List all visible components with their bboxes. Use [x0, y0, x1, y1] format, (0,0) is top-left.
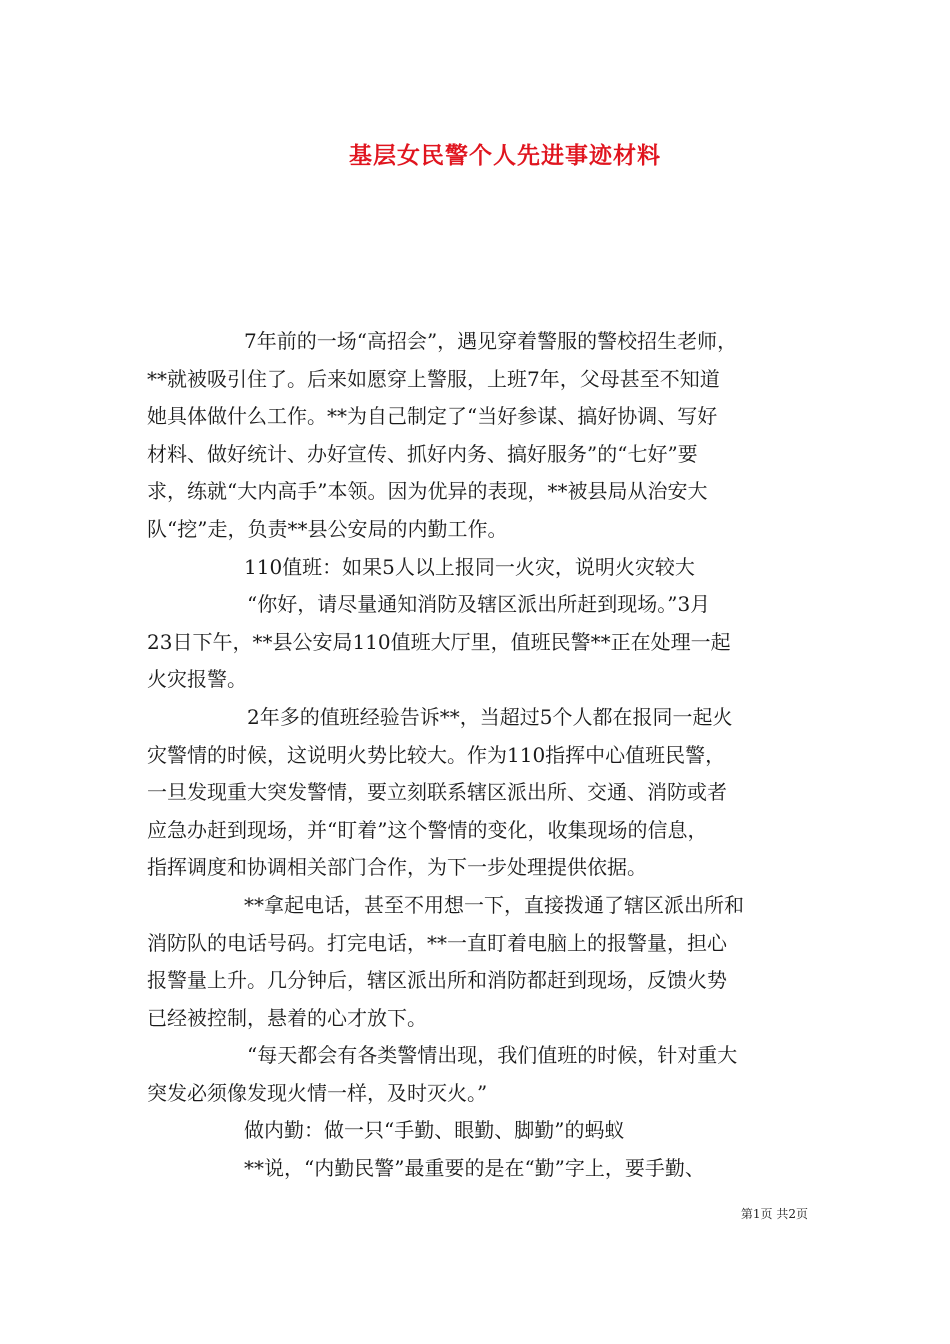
document-title: 基层女民警个人先进事迹材料 — [349, 142, 661, 169]
text-line: 2年多的值班经验告诉**，当超过5个人都在报同一起火 — [247, 704, 733, 729]
text-line: 材料、做好统计、办好宣传、抓好内务、搞好服务”的“七好”要 — [147, 441, 698, 466]
section-heading: 110值班：如果5人以上报同一火灾，说明火灾较大 — [244, 554, 695, 579]
text-line: 她具体做什么工作。**为自己制定了“当好参谋、搞好协调、写好 — [147, 404, 718, 429]
text-line: 火灾报警。 — [147, 667, 247, 692]
text-line: 23日下午，**县公安局110值班大厅里，值班民警**正在处理一起 — [147, 629, 731, 654]
text-line: **说，“内勤民警”最重要的是在“勤”字上，要手勤、 — [244, 1156, 705, 1181]
text-line: 指挥调度和协调相关部门合作，为下一步处理提供依据。 — [147, 855, 647, 880]
text-line: **拿起电话，甚至不用想一下，直接拨通了辖区派出所和 — [244, 892, 744, 917]
text-line: 7年前的一场“高招会”，遇见穿着警服的警校招生老师， — [244, 329, 738, 353]
text-line: 应急办赶到现场，并“盯着”这个警情的变化，收集现场的信息， — [147, 817, 708, 842]
page-number: 第1页 共2页 — [740, 1207, 808, 1221]
text-line: “每天都会有各类警情出现，我们值班的时候，针对重大 — [247, 1043, 738, 1068]
text-line: “你好，请尽量通知消防及辖区派出所赶到现场。”3月 — [247, 592, 711, 617]
section-heading: 做内勤：做一只“手勤、眼勤、脚勤”的蚂蚁 — [244, 1118, 625, 1143]
text-line: 一旦发现重大突发警情，要立刻联系辖区派出所、交通、消防或者 — [147, 780, 727, 805]
text-line: 消防队的电话号码。打完电话，**一直盯着电脑上的报警量，担心 — [147, 930, 727, 955]
text-line: 突发必须像发现火情一样，及时灭火。” — [147, 1080, 488, 1105]
text-line: 报警量上升。几分钟后，辖区派出所和消防都赶到现场，反馈火势 — [147, 968, 727, 993]
text-line: 已经被控制，悬着的心才放下。 — [147, 1005, 427, 1030]
text-line: 队“挖”走，负责**县公安局的内勤工作。 — [147, 516, 508, 541]
text-line: **就被吸引住了。后来如愿穿上警服，上班7年，父母甚至不知道 — [147, 366, 720, 391]
text-line: 灾警情的时候，这说明火势比较大。作为110指挥中心值班民警， — [147, 742, 726, 767]
text-line: 求，练就“大内高手”本领。因为优异的表现，**被县局从治安大 — [147, 479, 708, 504]
document-body — [147, 323, 809, 1188]
